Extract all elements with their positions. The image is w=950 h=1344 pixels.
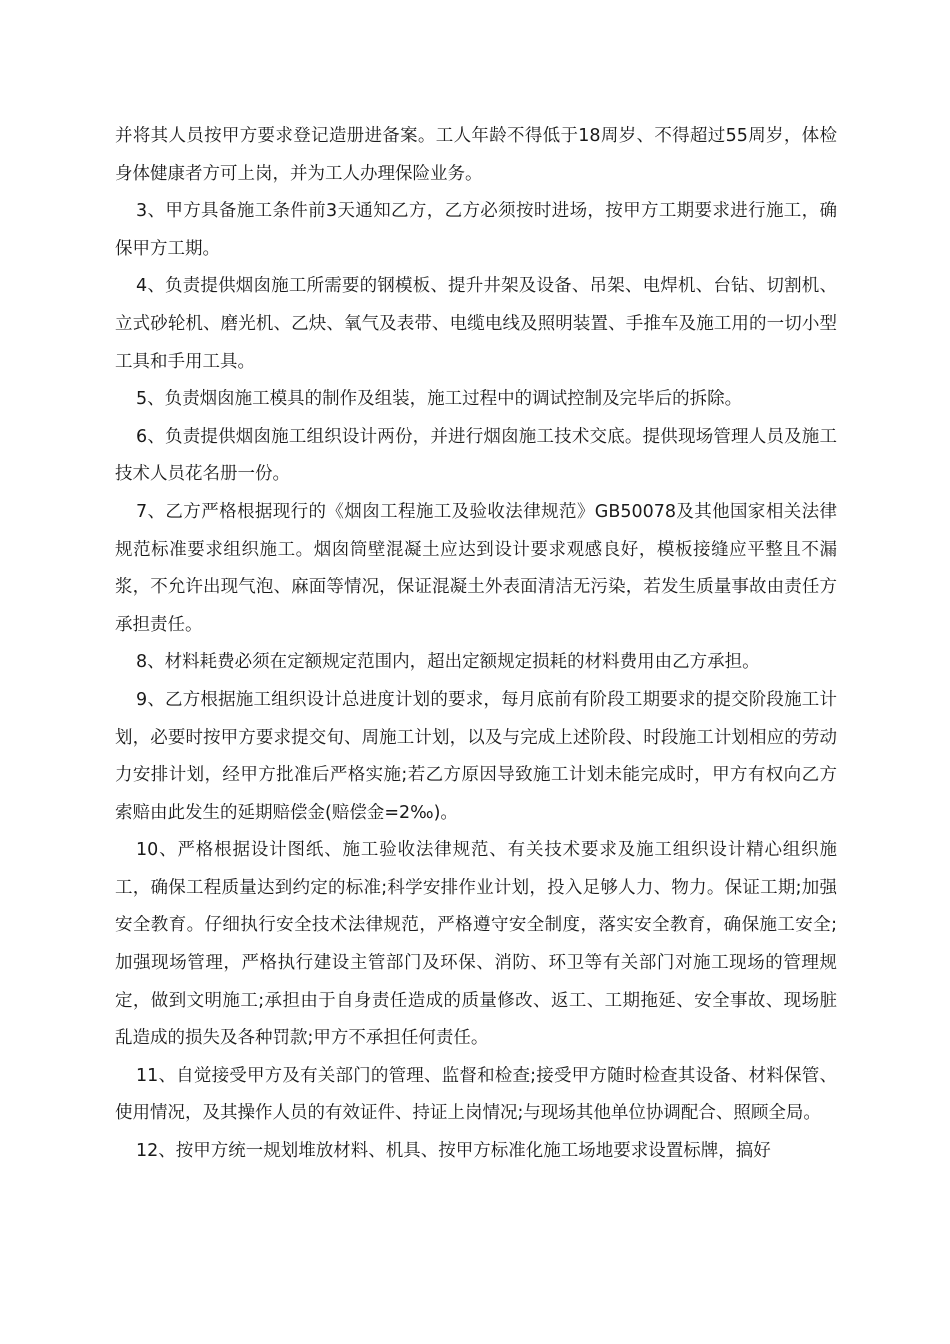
document-body [115,118,837,1171]
paragraph-clause-9: 9、乙方根据施工组织设计总进度计划的要求，每月底前有阶段工期要求的提交阶段施工计划，必要时按甲方要求提交旬、周施工计划，以及与完成上述阶段、时段施工计划相应的劳动力安排计划，经甲方批准后严格实施;若乙方原因导致施工计划未能完成时，甲方有权向乙方索赔由此发生的延期赔偿金(赔偿金=2‰)。 [115,689,837,823]
paragraph-clause-5: 5、负责烟囱施工模具的制作及组装，施工过程中的调试控制及完毕后的拆除。 [136,389,743,410]
paragraph-clause-8: 8、材料耗费必须在定额规定范围内，超出定额规定损耗的材料费用由乙方承担。 [136,652,760,673]
paragraph-clause-11: 11、自觉接受甲方及有关部门的管理、监督和检查;接受甲方随时检查其设备、材料保管、使用情况，及其操作人员的有效证件、持证上岗情况;与现场其他单位协调配合、照顾全局。 [115,1065,837,1124]
paragraph-clause-3: 3、甲方具备施工条件前3天通知乙方，乙方必须按时进场，按甲方工期要求进行施工，确保甲方工期。 [115,201,837,259]
paragraph-clause-10: 10、严格根据设计图纸、施工验收法律规范、有关技术要求及施工组织设计精心组织施工，确保工程质量达到约定的标准;科学安排作业计划，投入足够人力、物力。保证工期;加强安全教育。仔细执行安全技术法律规范，严格遵守安全制度，落实安全教育，确保施工安全;加强现场管理，严格执行建设主管部门及环保、消防、环卫等有关部门对施工现场的管理规定，做到文明施工;承担由于自身责任造成的质量修改、返工、工期拖延、安全事故、现场脏乱造成的损失及各种罚款;甲方不承担任何责任。 [115,840,837,1049]
paragraph-clause-12: 12、按甲方统一规划堆放材料、机具、按甲方标准化施工场地要求设置标牌，搞好 [136,1141,771,1162]
paragraph-clause-6: 6、负责提供烟囱施工组织设计两份，并进行烟囱施工技术交底。提供现场管理人员及施工技术人员花名册一份。 [115,426,837,485]
paragraph-clause-7: 7、乙方严格根据现行的《烟囱工程施工及验收法律规范》GB50078及其他国家相关法律规范标准要求组织施工。烟囱筒壁混凝土应达到设计要求观感良好，模板接缝应平整且不漏浆，不允许出现气泡、麻面等情况，保证混凝土外表面清洁无污染，若发生质量事故由责任方承担责任。 [115,501,837,635]
paragraph-clause-4: 4、负责提供烟囱施工所需要的钢模板、提升井架及设备、吊架、电焊机、台钻、切割机、立式砂轮机、磨光机、乙炔、氧气及表带、电缆电线及照明装置、手推车及施工用的一切小型工具和手用工具。 [115,276,837,372]
paragraph-continuation: 并将其人员按甲方要求登记造册进备案。工人年龄不得低于18周岁、不得超过55周岁，体检身体健康者方可上岗，并为工人办理保险业务。 [115,126,837,184]
